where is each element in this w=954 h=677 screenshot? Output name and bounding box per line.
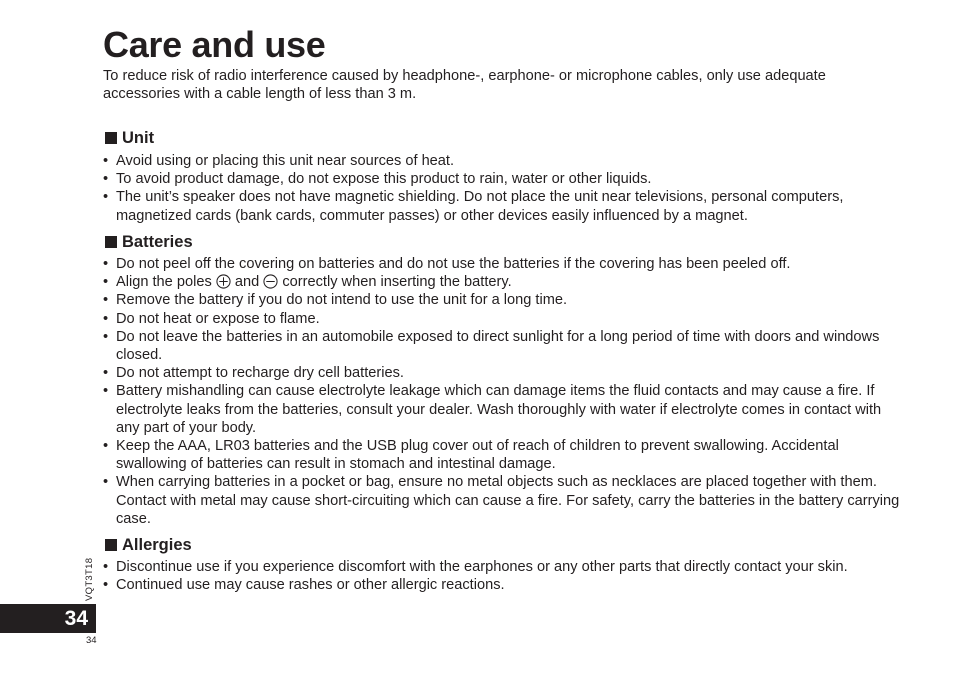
plus-pole-icon bbox=[216, 274, 231, 289]
poles-text-part: correctly when inserting the battery. bbox=[282, 274, 512, 291]
list-item: • Do not leave the batteries in an automobile exposed to direct sunlight for a long period of time with doors and windows closed. bbox=[102, 328, 906, 364]
black-square-icon bbox=[105, 236, 117, 248]
minus-pole-icon bbox=[263, 274, 278, 289]
list-item: • Avoid using or placing this unit near sources of heat. bbox=[102, 152, 906, 170]
list-item: • Remove the battery if you do not intend to use the unit for a long time. bbox=[102, 291, 906, 309]
list-item: • To avoid product damage, do not expose this product to rain, water or other liquids. bbox=[102, 170, 906, 188]
page-number-tab: 34 bbox=[0, 604, 96, 633]
list-item: • Do not heat or expose to flame. bbox=[102, 310, 906, 328]
page-number-footer: 34 bbox=[86, 635, 97, 646]
unit-list bbox=[102, 152, 906, 225]
section-heading-allergies bbox=[105, 535, 192, 555]
intro-paragraph: To reduce risk of radio interference caused by headphone-, earphone- or microphone cables, only use adequate accessories with a cable length of less than 3 m. bbox=[103, 68, 826, 103]
batteries-list bbox=[102, 255, 906, 528]
section-heading-label: Allergies bbox=[122, 536, 192, 554]
black-square-icon bbox=[105, 539, 117, 551]
black-square-icon bbox=[105, 132, 117, 144]
page-title: Care and use bbox=[103, 24, 326, 65]
list-item: • Battery mishandling can cause electrolyte leakage which can damage items the fluid contacts and may cause a fire. If electrolyte leaks from the batteries, consult your dealer. Wash thoroughly with water if electrolyte comes in contact with any part of your body. bbox=[102, 382, 906, 437]
section-heading-batteries bbox=[105, 232, 193, 252]
section-heading-label: Batteries bbox=[122, 233, 193, 251]
list-item: • Do not attempt to recharge dry cell batteries. bbox=[102, 364, 906, 382]
list-item: • Discontinue use if you experience discomfort with the earphones or any other parts that directly contact your skin. bbox=[102, 558, 906, 576]
list-item bbox=[102, 273, 906, 291]
section-heading-unit bbox=[105, 128, 154, 148]
poles-text-part: Align the poles bbox=[116, 274, 212, 291]
list-item: • Do not peel off the covering on batteries and do not use the batteries if the covering has been peeled off. bbox=[102, 255, 906, 273]
list-item: • Continued use may cause rashes or other allergic reactions. bbox=[102, 576, 906, 594]
section-heading-label: Unit bbox=[122, 129, 155, 147]
allergies-list bbox=[102, 558, 906, 594]
list-item: • The unit’s speaker does not have magnetic shielding. Do not place the unit near televisions, personal computers, magnetized cards (bank cards, commuter passes) or other devices easily influenced by a magnet. bbox=[102, 188, 906, 224]
poles-text-part: and bbox=[234, 274, 260, 291]
document-code: VQT3T18 bbox=[84, 557, 95, 601]
list-item: • When carrying batteries in a pocket or bag, ensure no metal objects such as necklaces are placed together with them. Contact with metal may cause short-circuiting which can cause a fire. For safety, carry the batteries in the battery carrying case. bbox=[102, 473, 906, 528]
list-item: • Keep the AAA, LR03 batteries and the USB plug cover out of reach of children to prevent swallowing. Accidental swallowing of batteries can result in stomach and intestinal damage. bbox=[102, 437, 906, 473]
